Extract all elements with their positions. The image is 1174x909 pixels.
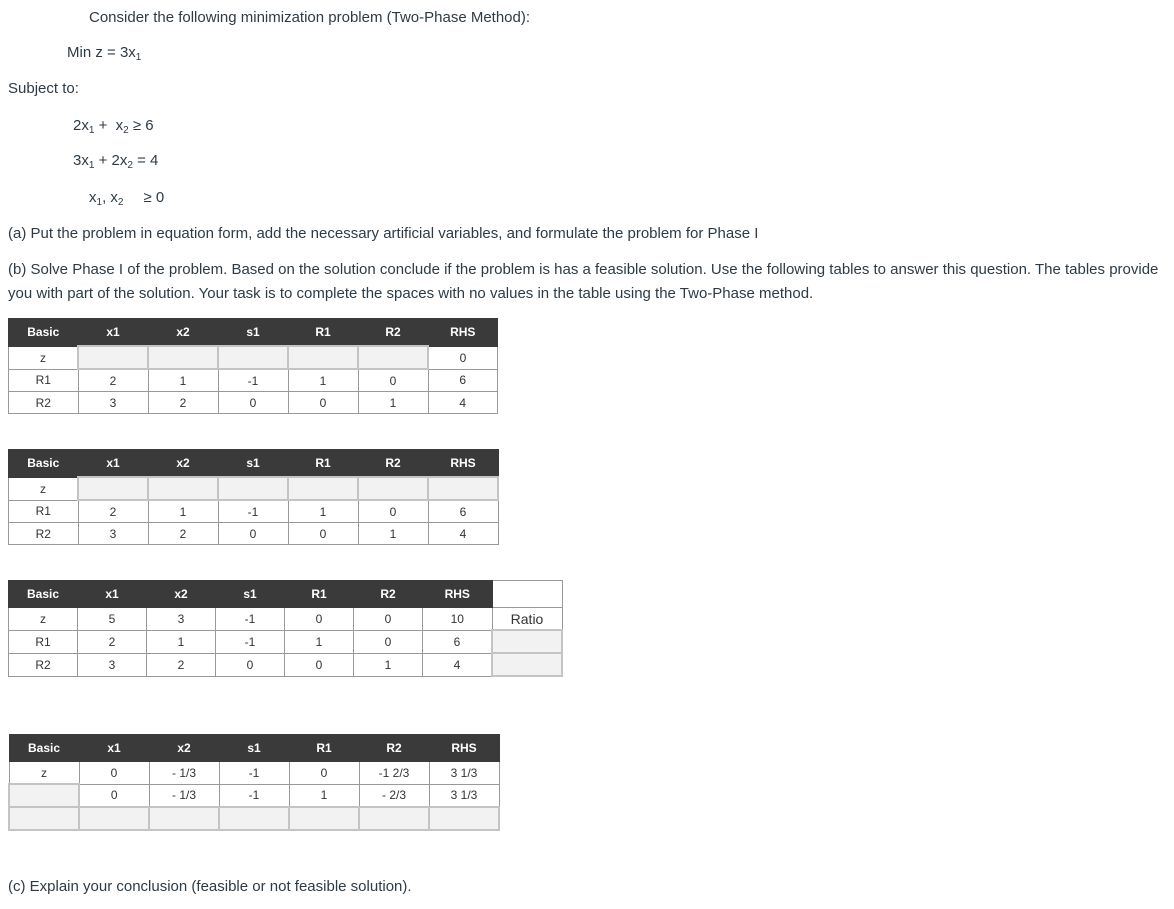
table-cell: R1 (9, 369, 79, 392)
constraint-1-sub-b: 2 (123, 125, 129, 136)
constraint-2-term-a: 3x (73, 152, 89, 169)
blank-answer-cell[interactable] (288, 477, 358, 500)
table-cell: R1 (9, 630, 78, 653)
constraint-3-rhs: ≥ 0 (143, 189, 165, 206)
blank-answer-cell[interactable] (219, 807, 289, 830)
blank-answer-cell[interactable] (359, 807, 429, 830)
column-header-x1: x1 (78, 450, 148, 478)
column-header-rhs: RHS (428, 450, 498, 478)
column-header-rhs: RHS (423, 581, 493, 608)
constraint-3-term-a: x (89, 189, 97, 206)
column-header-x1: x1 (78, 581, 147, 608)
ratio-answer-cell[interactable] (492, 630, 562, 653)
table-row (9, 630, 563, 653)
table-cell: -1 (219, 784, 289, 807)
objective-subscript: 1 (135, 52, 142, 63)
table-cell: 3 (78, 523, 148, 545)
table-cell: 0 (354, 630, 423, 653)
objective-function (67, 43, 141, 68)
table-cell: 5 (78, 608, 147, 631)
column-header-basic: Basic (9, 319, 79, 347)
constraint-2-rhs: = 4 (132, 152, 159, 169)
blank-answer-cell[interactable] (148, 477, 218, 500)
table-cell: 1 (288, 500, 358, 523)
blank-answer-cell[interactable] (149, 807, 219, 830)
column-header-basic: Basic (9, 581, 78, 608)
table-cell: 10 (423, 608, 493, 631)
constraint-1-rhs: ≥ 6 (128, 117, 154, 134)
column-header-r2: R2 (359, 735, 429, 762)
table-cell: R2 (9, 653, 78, 676)
table-cell: 0 (289, 762, 359, 785)
table-cell: -1 2/3 (359, 762, 429, 785)
table-cell: 6 (428, 500, 498, 523)
table-cell: 4 (428, 392, 498, 414)
constraint-2-sub-b: 2 (127, 160, 133, 171)
blank-answer-cell[interactable] (148, 346, 218, 369)
non-negativity-constraint (89, 188, 164, 213)
blank-answer-cell[interactable] (429, 807, 499, 830)
table-cell: 0 (288, 523, 358, 545)
column-header-x1: x1 (79, 735, 149, 762)
table-cell: -1 (219, 762, 289, 785)
part-c-question: (c) Explain your conclusion (feasible or not feasible solution). (8, 878, 412, 895)
constraint-1-sub-a: 1 (88, 125, 95, 136)
blank-answer-cell[interactable] (9, 784, 79, 807)
column-header-x2: x2 (149, 735, 219, 762)
tableau-2 (8, 449, 499, 545)
blank-answer-cell[interactable] (218, 346, 288, 369)
column-header-r1: R1 (285, 581, 354, 608)
constraint-1-term-b: + x (94, 117, 124, 134)
column-header-rhs: RHS (428, 319, 498, 347)
constraint-2-term-b: + 2x (94, 152, 128, 169)
column-header-x1: x1 (78, 319, 148, 347)
column-header-x2: x2 (148, 450, 218, 478)
table-cell: 2 (78, 369, 148, 392)
table-row (9, 784, 499, 807)
table-cell: 0 (218, 523, 288, 545)
table-row (9, 346, 498, 369)
ratio-label: Ratio (492, 608, 562, 631)
ratio-answer-cell[interactable] (492, 653, 562, 676)
table-cell: z (9, 762, 79, 785)
table-cell: R2 (9, 523, 79, 545)
table-row (9, 392, 498, 414)
column-header-basic: Basic (9, 735, 79, 762)
table-cell: -1 (218, 369, 288, 392)
tableau-header-row (9, 450, 499, 478)
column-header-r2: R2 (354, 581, 423, 608)
table-row (9, 807, 499, 830)
table-cell: 0 (354, 608, 423, 631)
tableau-1 (8, 318, 498, 414)
table-row (9, 369, 498, 392)
table-cell: 6 (428, 369, 498, 392)
column-header-r1: R1 (289, 735, 359, 762)
table-cell: 1 (148, 500, 218, 523)
table-cell: 0 (79, 784, 149, 807)
tableau-header-row (9, 581, 563, 608)
blank-answer-cell[interactable] (358, 477, 428, 500)
table-cell: 0 (285, 608, 354, 631)
constraint-3-term-b: , x (102, 189, 118, 206)
blank-answer-cell[interactable] (218, 477, 288, 500)
table-cell: 6 (423, 630, 493, 653)
table-row (9, 477, 499, 500)
objective-expression: z = 3x (95, 44, 136, 61)
objective-label: Min (67, 44, 92, 61)
table-cell: 1 (358, 392, 428, 414)
blank-answer-cell[interactable] (358, 346, 428, 369)
table-cell: 0 (285, 653, 354, 676)
column-header-r1: R1 (288, 450, 358, 478)
column-header-x2: x2 (147, 581, 216, 608)
table-cell: 0 (79, 762, 149, 785)
table-cell: 1 (358, 523, 428, 545)
table-cell: 3 (147, 608, 216, 631)
part-b-question: (b) Solve Phase I of the problem. Based on the solution conclude if the problem is has a feasible solution. Use the following tables to answer this question. The tables provide you with part of the solution. Your task is to complete the spaces with no values in the table using the Two-Phase method. (8, 261, 1159, 302)
tableau-header-row (9, 735, 499, 762)
constraint-3-sub-b: 2 (117, 197, 124, 208)
constraint-2-sub-a: 1 (88, 160, 95, 171)
table-cell: 3 (78, 653, 147, 676)
table-cell: -1 (216, 630, 285, 653)
table-cell: R2 (9, 392, 79, 414)
table-row (9, 523, 499, 545)
table-cell: - 1/3 (149, 784, 219, 807)
table-cell: -1 (218, 500, 288, 523)
table-row (9, 653, 563, 676)
table-cell: 3 1/3 (429, 762, 499, 785)
tableau-3 (8, 580, 563, 677)
column-header-s1: s1 (218, 319, 288, 347)
column-header-s1: s1 (216, 581, 285, 608)
table-cell: 1 (148, 369, 218, 392)
column-header-r2: R2 (358, 450, 428, 478)
table-cell: 1 (288, 369, 358, 392)
blank-answer-cell[interactable] (288, 346, 358, 369)
table-cell: 1 (285, 630, 354, 653)
blank-answer-cell[interactable] (9, 807, 79, 830)
subject-to-label: Subject to: (8, 80, 79, 97)
constraint-2 (73, 151, 158, 176)
column-header-basic: Basic (9, 450, 79, 478)
table-cell: - 1/3 (149, 762, 219, 785)
column-header-r1: R1 (288, 319, 358, 347)
blank-answer-cell[interactable] (78, 477, 148, 500)
column-header-s1: s1 (219, 735, 289, 762)
constraint-1-term-a: 2x (73, 117, 89, 134)
table-cell: 0 (428, 346, 498, 369)
table-cell: z (9, 608, 78, 631)
column-header-x2: x2 (148, 319, 218, 347)
blank-answer-cell[interactable] (79, 807, 149, 830)
column-header-rhs: RHS (429, 735, 499, 762)
table-cell: 2 (147, 653, 216, 676)
table-cell: 2 (148, 392, 218, 414)
blank-answer-cell[interactable] (428, 477, 498, 500)
table-row (9, 500, 499, 523)
part-a-question: (a) Put the problem in equation form, add the necessary artificial variables, and formulate the problem for Phase I (8, 225, 759, 242)
column-header-s1: s1 (218, 450, 288, 478)
intro-text: Consider the following minimization problem (Two-Phase Method): (89, 9, 531, 26)
table-cell: 0 (358, 500, 428, 523)
table-cell: -1 (216, 608, 285, 631)
table-cell: 0 (358, 369, 428, 392)
table-cell: 0 (288, 392, 358, 414)
table-cell: - 2/3 (359, 784, 429, 807)
table-cell: 4 (428, 523, 498, 545)
tableau-4 (8, 734, 500, 831)
table-row (9, 608, 563, 631)
table-cell: 1 (354, 653, 423, 676)
blank-answer-cell[interactable] (78, 346, 148, 369)
table-cell: R1 (9, 500, 79, 523)
ratio-header-spacer (492, 581, 562, 608)
constraint-1 (73, 116, 154, 141)
table-cell: z (9, 477, 79, 500)
table-cell: 4 (423, 653, 493, 676)
table-cell: 1 (289, 784, 359, 807)
constraint-3-sub-a: 1 (96, 197, 103, 208)
table-row (9, 762, 499, 785)
column-header-r2: R2 (358, 319, 428, 347)
table-cell: 0 (216, 653, 285, 676)
table-cell: 2 (148, 523, 218, 545)
blank-answer-cell[interactable] (289, 807, 359, 830)
table-cell: 2 (78, 630, 147, 653)
table-cell: 3 1/3 (429, 784, 499, 807)
table-cell: 2 (78, 500, 148, 523)
table-cell: 0 (218, 392, 288, 414)
tableau-header-row (9, 319, 498, 347)
table-cell: 1 (147, 630, 216, 653)
table-cell: 3 (78, 392, 148, 414)
table-cell: z (9, 346, 79, 369)
